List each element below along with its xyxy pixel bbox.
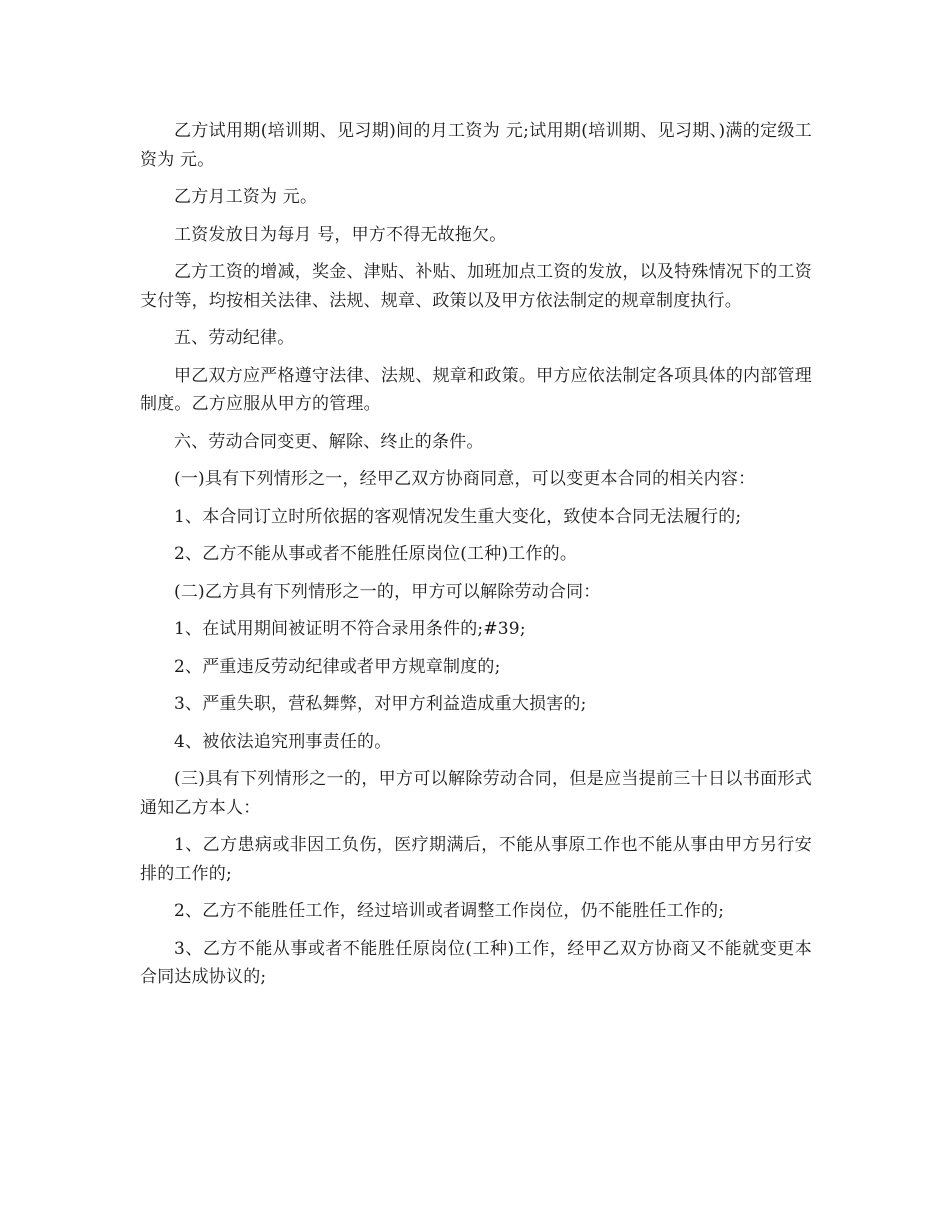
clause-two-item-1: 1、在试用期间被证明不符合录用条件的;#39;	[174, 619, 526, 639]
clause-one-item-1: 1、本合同订立时所依据的客观情况发生重大变化，致使本合同无法履行的;	[174, 506, 742, 527]
clause-two-item-2: 2、严重违反劳动纪律或者甲方规章制度的;	[174, 656, 501, 677]
section-heading-labor-discipline: 五、劳动纪律。	[174, 328, 295, 348]
paragraph-discipline-rules: 甲乙双方应严格遵守法律、法规、规章和政策。甲方应依法制定各项具体的内部管理制度。乙方应服从甲方的管理。	[140, 365, 812, 414]
paragraph-salary-adjustment: 乙方工资的增减，奖金、津贴、补贴、加班加点工资的发放，以及特殊情况下的工资支付等，均按相关法律、法规、规章、政策以及甲方依法制定的规章制度执行。	[140, 262, 812, 311]
section-heading-contract-changes: 六、劳动合同变更、解除、终止的条件。	[174, 431, 484, 452]
clause-two-item-4: 4、被依法追究刑事责任的。	[174, 731, 392, 752]
clause-three-item-1: 1、乙方患病或非因工负伤，医疗期满后，不能从事原工作也不能从事由甲方另行安排的工作的;	[140, 835, 812, 884]
clause-two-heading: (二)乙方具有下列情形之一的，甲方可以解除劳动合同：	[174, 581, 601, 602]
paragraph-probation-salary: 乙方试用期(培训期、见习期)间的月工资为 元;试用期(培训期、见习期、)满的定级工资为 元。	[140, 121, 812, 170]
clause-one-item-2: 2、乙方不能从事或者不能胜任原岗位(工种)工作的。	[174, 544, 578, 564]
paragraph-payday: 工资发放日为每月 号，甲方不得无故拖欠。	[174, 224, 507, 245]
clause-three-item-3: 3、乙方不能从事或者不能胜任原岗位(工种)工作，经甲乙双方协商又不能就变更本合同达成协议的;	[140, 938, 812, 987]
clause-one-heading: (一)具有下列情形之一，经甲乙双方协商同意，可以变更本合同的相关内容：	[174, 469, 756, 489]
clause-two-item-3: 3、严重失职，营私舞弊，对甲方利益造成重大损害的;	[174, 694, 587, 714]
document-body	[140, 117, 812, 1001]
paragraph-monthly-salary: 乙方月工资为 元。	[174, 187, 318, 207]
clause-three-item-2: 2、乙方不能胜任工作，经过培训或者调整工作岗位，仍不能胜任工作的;	[174, 901, 725, 921]
clause-three-heading: (三)具有下列情形之一的，甲方可以解除劳动合同，但是应当提前三十日以书面形式通知乙方本人：	[140, 769, 812, 818]
